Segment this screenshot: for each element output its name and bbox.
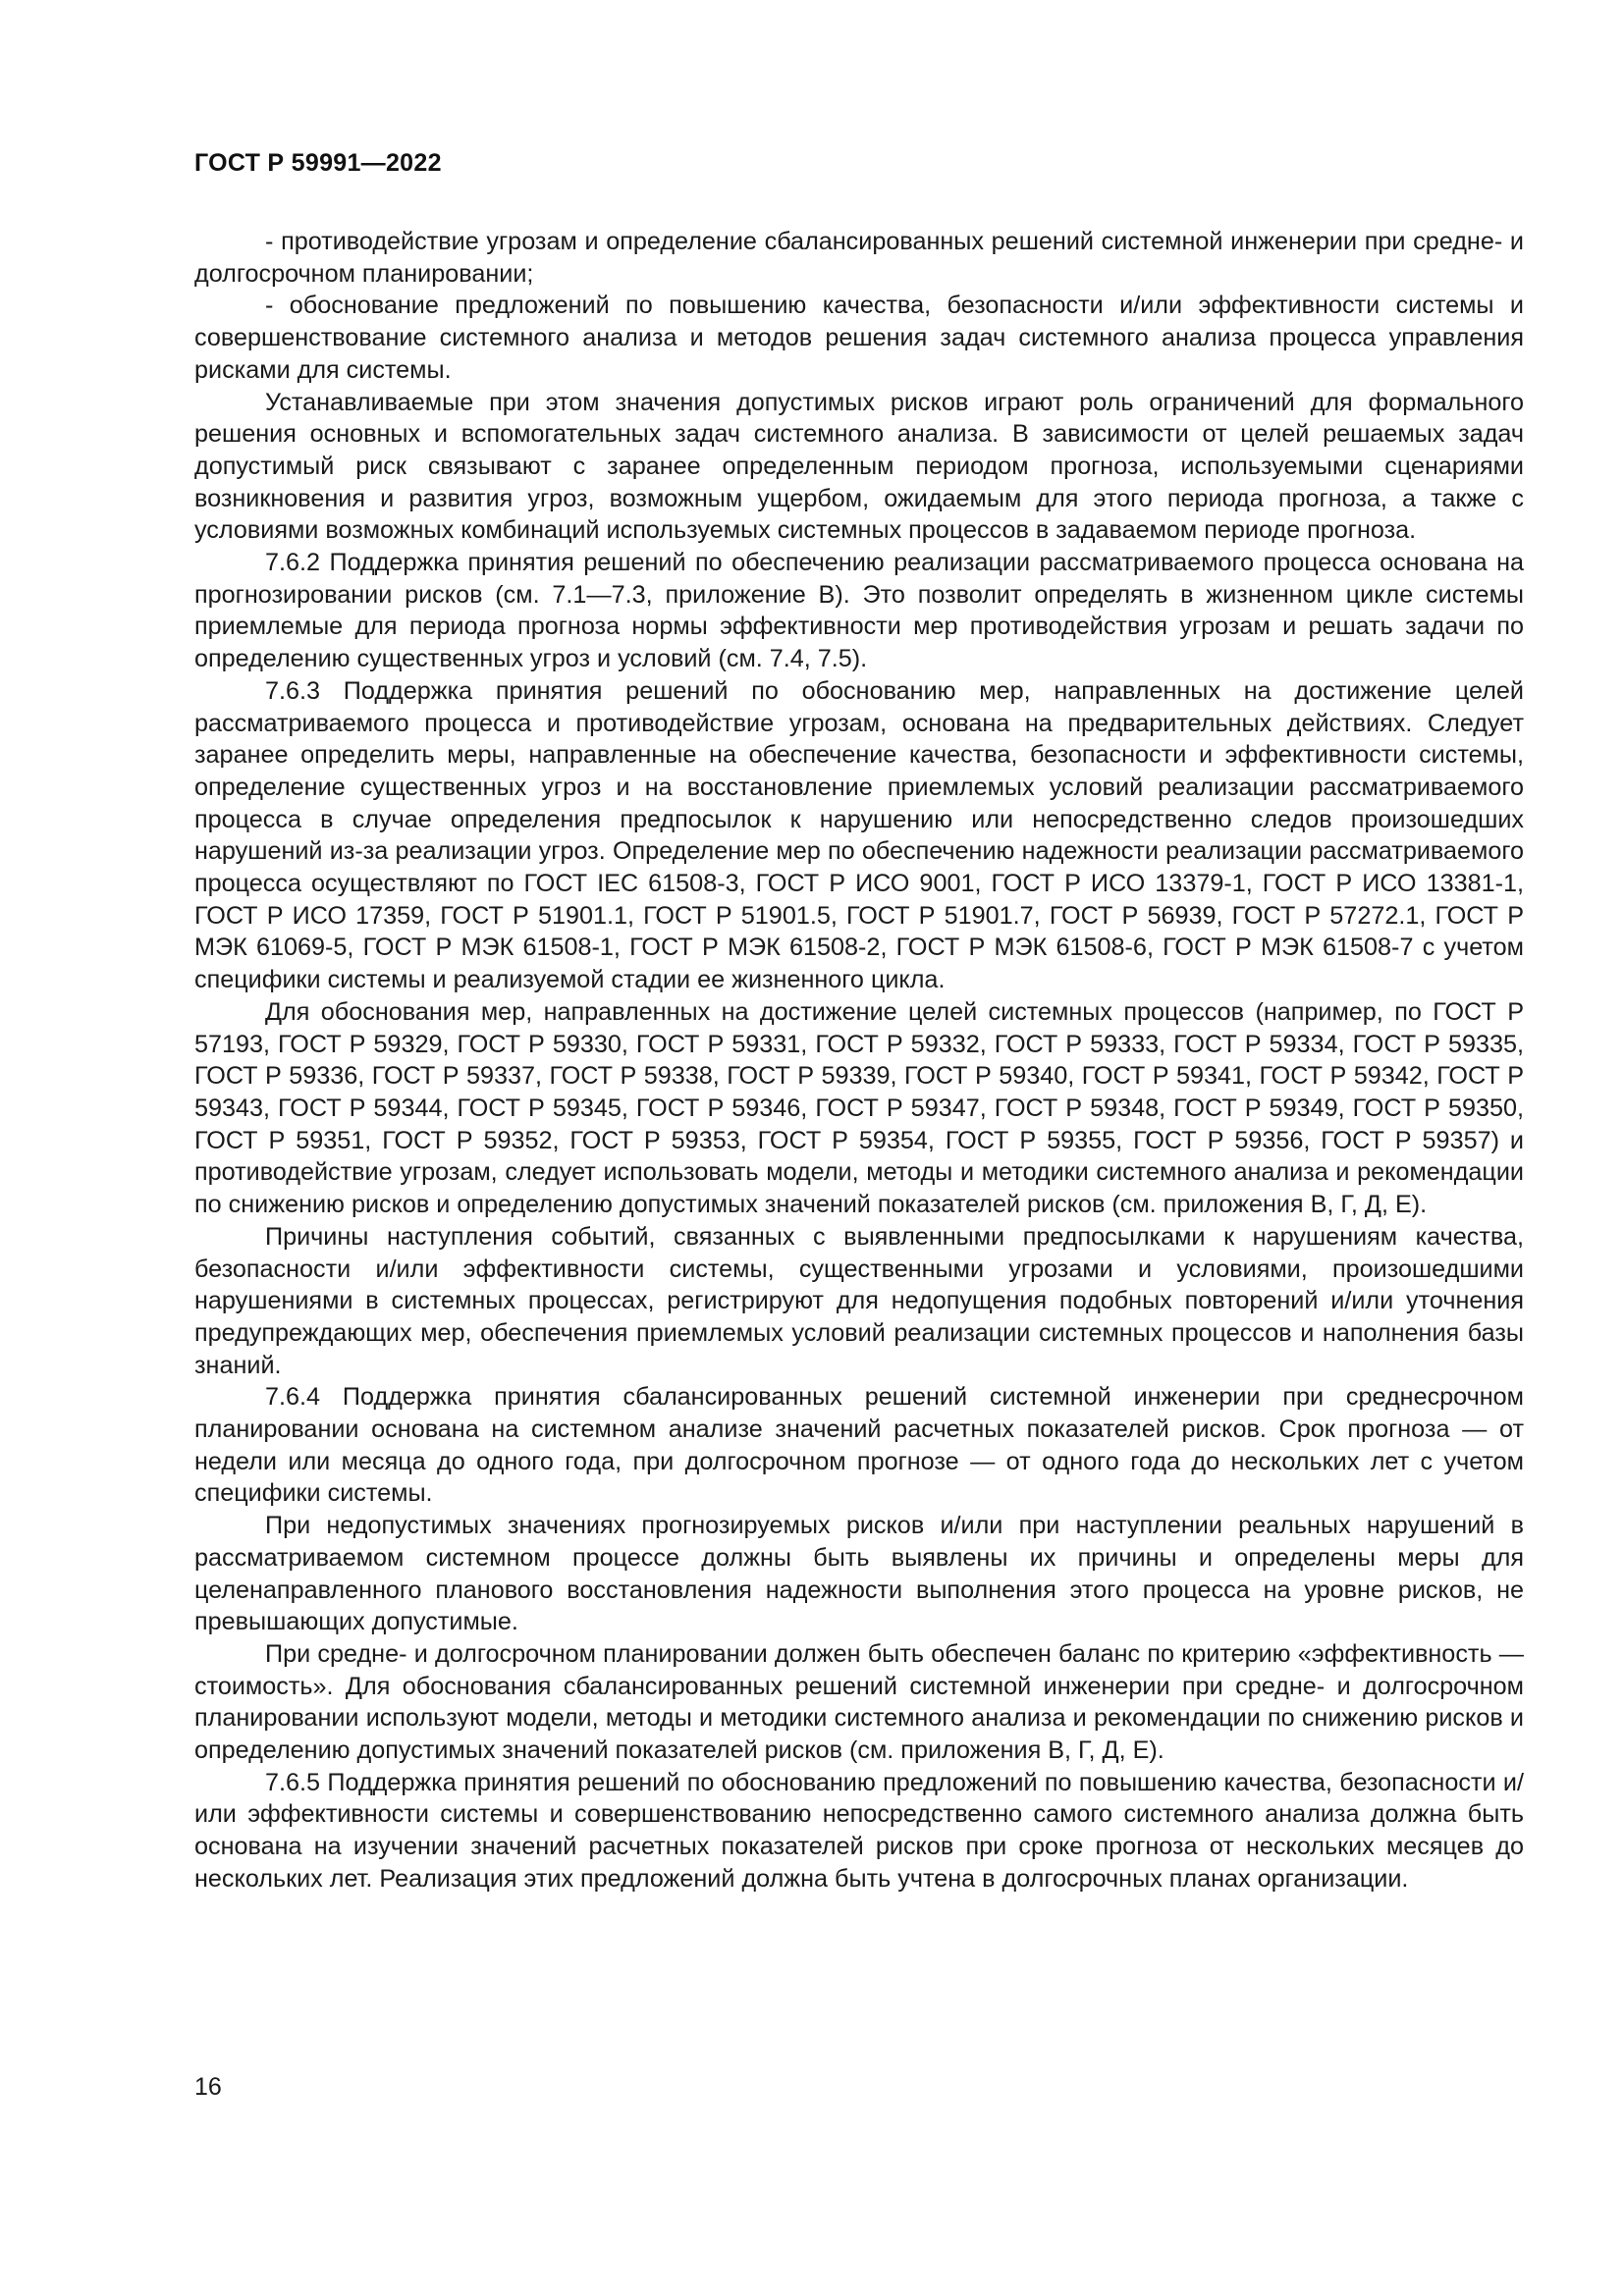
paragraph-7-6-4: 7.6.4 Поддержка принятия сбалансированных решений системной инженерии при среднесрочном планировании основана на системном анализе значений расчетных показателей рисков. Срок прогноза — от недели или месяца до одного года, при долгосрочном прогнозе — от одного года до нескольких лет с учетом специфики системы. [194,1383,1524,1508]
paragraph-7-6-3: 7.6.3 Поддержка принятия решений по обоснованию мер, направленных на достижение целей рассматриваемого процесса и противодействие угрозам, основана на предварительных действиях. Следует заранее определить меры, направленные на обеспечение качества, безопасности и эффективности системы, определение существенных угроз и на восстановление приемлемых условий реализации рассматриваемого процесса в случае определения предпосылок к нарушению или непосредственно следов произошедших нарушений из-за реализации угроз. Определение мер по обеспечению надежности реализации рассматриваемого процесса осуществляют по ГОСТ IEC 61508-3, ГОСТ Р ИСО 9001, ГОСТ Р ИСО 13379-1, ГОСТ Р ИСО 13381-1, ГОСТ Р ИСО 17359, ГОСТ Р 51901.1, ГОСТ Р 51901.5, ГОСТ Р 51901.7, ГОСТ Р 56939, ГОСТ Р 57272.1, ГОСТ Р МЭК 61069-5, ГОСТ Р МЭК 61508-1, ГОСТ Р МЭК 61508-2, ГОСТ Р МЭК 61508-6, ГОСТ Р МЭК 61508-7 с учетом специфики системы и реализуемой стадии ее жизненного цикла. [194,676,1524,994]
paragraph-acceptable-risk: Устанавливаемые при этом значения допустимых рисков играют роль ограничений для формального решения основных и вспомогательных задач системного анализа. В зависимости от целей решаемых задач допустимый риск связывают с заранее определенным периодом прогноза, используемыми сценариями возникновения и развития угроз, возможным ущербом, ожидаемым для этого периода прогноза, а также с условиями возможных комбинаций используемых системных процессов в задаваемом периоде прогноза. [194,388,1524,545]
paragraph-bullet-justification: - обоснование предложений по повышению качества, безопасности и/или эффективности системы и совершенствование системного анализа и методов решения задач системного анализа процесса управления рисками для системы. [194,292,1524,384]
paragraph-measures-justification: Для обоснования мер, направленных на достижение целей системных процессов (например, по ГОСТ Р 57193, ГОСТ Р 59329, ГОСТ Р 59330, ГОСТ Р 59331, ГОСТ Р 59332, ГОСТ Р 59333, ГОСТ Р 59334, ГОСТ Р 59335, ГОСТ Р 59336, ГОСТ Р 59337, ГОСТ Р 59338, ГОСТ Р 59339, ГОСТ Р 59340, ГОСТ Р 59341, ГОСТ Р 59342, ГОСТ Р 59343, ГОСТ Р 59344, ГОСТ Р 59345, ГОСТ Р 59346, ГОСТ Р 59347, ГОСТ Р 59348, ГОСТ Р 59349, ГОСТ Р 59350, ГОСТ Р 59351, ГОСТ Р 59352, ГОСТ Р 59353, ГОСТ Р 59354, ГОСТ Р 59355, ГОСТ Р 59356, ГОСТ Р 59357) и противодействие угрозам, следует использовать модели, методы и методики системного анализа и рекомендации по снижению рисков и определению допустимых значений показателей рисков (см. приложения В, Г, Д, Е). [194,997,1524,1219]
paragraph-event-causes: Причины наступления событий, связанных с выявленными предпосылками к нарушениям качества, безопасности и/или эффективности системы, существенными угрозами и условиями, произошедшими нарушениями в системных процессах, регистрируют для недопущения подобных повторений и/или уточнения предупреждающих мер, обеспечения приемлемых условий реализации системных процессов и наполнения базы знаний. [194,1222,1524,1379]
paragraph-bullet-counteraction: - противодействие угрозам и определение сбалансированных решений системной инженерии при средне- и долгосрочном планировании; [194,228,1524,288]
page-number: 16 [194,2073,222,2101]
document-code-header: ГОСТ Р 59991—2022 [194,149,442,177]
paragraph-unacceptable-risks: При недопустимых значениях прогнозируемых рисков и/или при наступлении реальных нарушений в рассматриваемом системном процессе должны быть выявлены их причины и определены меры для целенаправленного планового восстановления надежности выполнения этого процесса на уровне рисков, не превышающих допустимые. [194,1512,1524,1636]
document-body [194,226,1524,1896]
paragraph-balance-criterion: При средне- и долгосрочном планировании должен быть обеспечен баланс по критерию «эффективность — стоимость». Для обоснования сбалансированных решений системной инженерии при средне- и долгосрочном планировании используют модели, методы и методики системного анализа и рекомендации по снижению рисков и определению допустимых значений показателей рисков (см. приложения В, Г, Д, Е). [194,1639,1524,1765]
paragraph-7-6-2: 7.6.2 Поддержка принятия решений по обеспечению реализации рассматриваемого процесса основана на прогнозировании рисков (см. 7.1—7.3, приложение В). Это позволит определять в жизненном цикле системы приемлемые для периода прогноза нормы эффективности мер противодействия угрозам и решать задачи по определению существенных угроз и условий (см. 7.4, 7.5). [194,549,1524,673]
paragraph-7-6-5: 7.6.5 Поддержка принятия решений по обоснованию предложений по повышению качества, безопасности и/или эффективности системы и совершенствованию непосредственно самого системного анализа должна быть основана на изучении значений расчетных показателей рисков при сроке прогноза от нескольких месяцев до нескольких лет. Реализация этих предложений должна быть учтена в долгосрочных планах организации. [194,1768,1524,1893]
